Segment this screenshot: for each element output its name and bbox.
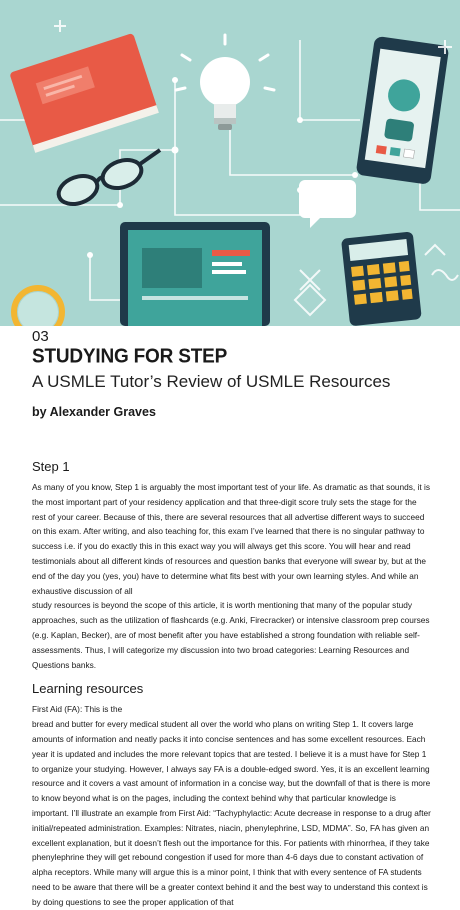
article-subtitle: A USMLE Tutor’s Review of USMLE Resources: [32, 372, 391, 391]
paragraph: study resources is beyond the scope of this article, it is worth mentioning that many of the popular study approaches, such as the utilization of flashcards (e.g. Anki, Firecracker) or intensive classroom prep courses (e.g. Kaplan, Becker), are of most benefit after you have established a strong foundation with reliable self-assessments. Thus, I will categorize my discussion into two broad categories: Learning Resources and Questions banks.: [32, 600, 430, 670]
paragraph: bread and butter for every medical student all over the world who plans on writing Step 1. It covers large amounts of information and neatly packs it into concise sentences and has some excellent resources. Each year it is updated and includes the more relevant topics that are tested. I believe it is a must have for Step 1 to organize your studying. However, I always say FA is a double-edged sword. Yes, it is an excellent learning resource and it covers a vast amount of information in a concise way, but the downfall of that is there is more to know beyond what is on the pages, including the context behind why that particular knowledge is important. I’ll illustrate an example from First Aid: “Tachyphylactic: Acute decrease in response to a drug after initial/repeated administration. Examples: Nitrates, niacin, phenylephrine, LSD, MDMA”. So, FA has given an excellent explanation, but it doesn’t flesh out the importance for this. For patients with rhinorrhea, if they take phenylephrine they will get rebound congestion if used for more than 4-6 days due to constant activation of alpha receptors. While many will argue this is a minor point, I think that with every sentence of FA students need to be aware that there will be a greater context behind it and the best way to understand this context is by doing questions to see the proper application of that: [32, 719, 431, 907]
paragraph: As many of you know, Step 1 is arguably the most important test of your life. As dramatic as that sounds, it is the most important part of your residency application and that three-digit score truly sets the stage for the rest of your career. Because of this, there are several resources that all advertise different ways to succeed on this exam. After writing, and also teaching for, this exam I’ve learned that there is no singular pathway to success i.e. if you do exactly this in this exact way you will always get this score. You will hear and read testimonials about all different kinds of resources and question banks that everyone will swear by, but at the end of the day you (yes, you) have to determine what fits best with your own learning styles. And while an exhaustive discussion of all: [32, 482, 430, 596]
article-title: STUDYING FOR STEP: [32, 345, 228, 368]
section-heading-learning-resources: Learning resources: [32, 681, 144, 697]
hero-illustration: [0, 0, 460, 326]
section-body-step1: [32, 480, 432, 672]
paragraph: First Aid (FA): This is the: [32, 704, 123, 715]
calculator-icon: [341, 231, 422, 326]
article: [0, 328, 460, 910]
section-heading-step1: Step 1: [32, 459, 70, 474]
section-body-learning-resources: [32, 702, 432, 909]
author-byline: by Alexander Graves: [32, 405, 156, 419]
chapter-number: 03: [32, 328, 49, 345]
laptop-icon: [120, 222, 270, 326]
magnifier-icon: [14, 288, 62, 326]
